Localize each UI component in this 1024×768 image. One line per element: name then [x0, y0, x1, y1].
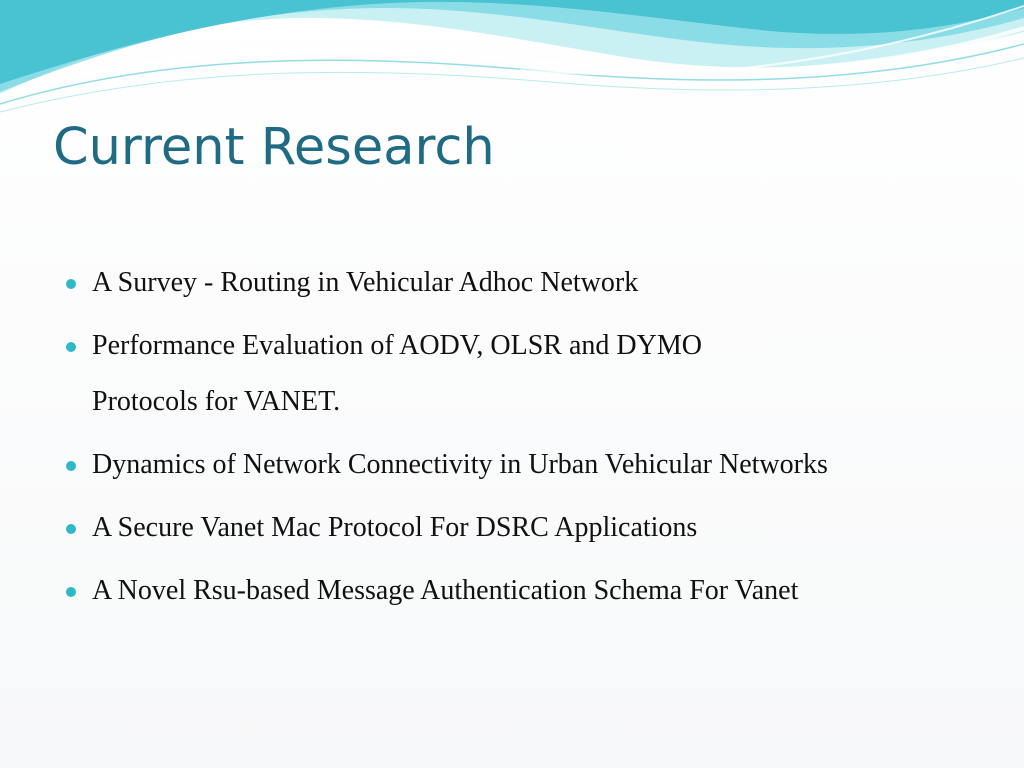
research-item-4: A Secure Vanet Mac Protocol For DSRC Applications — [64, 500, 1004, 556]
decorative-header-wave — [0, 0, 1024, 130]
slide-title: Current Research — [53, 118, 495, 177]
research-item-3: Dynamics of Network Connectivity in Urban Vehicular Networks — [64, 437, 1004, 493]
research-item-5: A Novel Rsu-based Message Authentication Schema For Vanet — [64, 563, 1004, 619]
research-list — [64, 255, 1004, 626]
research-item-2: Performance Evaluation of AODV, OLSR and DYMO Protocols for VANET. — [64, 318, 812, 430]
research-item-1: A Survey - Routing in Vehicular Adhoc Network — [64, 255, 1004, 311]
